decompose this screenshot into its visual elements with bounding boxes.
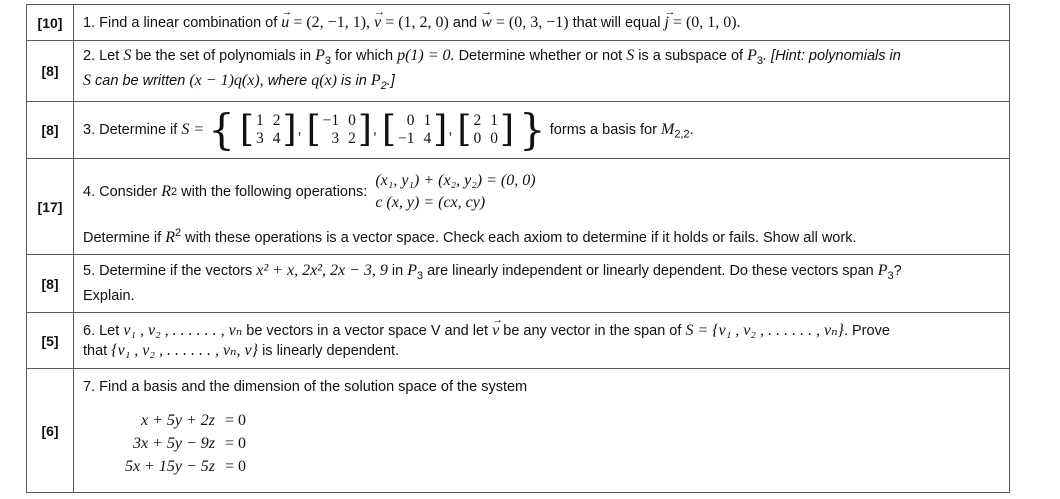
question-text: 4. Consider R 2 with the following operations: (x₁, y₁) + (x₂, y₂) = (0, 0) c (x, y) = (cx, cy) Determine if $R^2$ with these operations is a vector space. Check each axiom to determine if it holds or fails. Show all work. bbox=[74, 159, 1010, 255]
points-cell: [8] bbox=[27, 41, 74, 102]
question-row-3 bbox=[27, 102, 1010, 159]
questions-table bbox=[26, 4, 1010, 493]
question-row-6 bbox=[27, 313, 1010, 369]
question-text: 1. Find a linear combination of → u = (2, −1, 1), → v = (1, 2, 0) and → w = (0, 3, −1) that will equal → j = (0, 1, 0). bbox=[74, 5, 1010, 41]
left-brace: { bbox=[208, 105, 235, 154]
matrix: [ 2 1 0 0 ] bbox=[457, 109, 514, 150]
points-cell: [8] bbox=[27, 102, 74, 159]
points-cell: [6] bbox=[27, 369, 74, 493]
question-text: 5. Determine if the vectors x² + x, 2x², 2x − 3, 9 in $P_3$ are linearly independent or linearly dependent. Do these vectors span $P_3$? Explain. bbox=[74, 255, 1010, 313]
matrix: [ 1 2 3 4 ] bbox=[239, 109, 297, 150]
question-text: 6. Let v₁ , v₂ , . . . . . . , vₙ be vectors in a vector space V and let → v be any vector in the span of S = {v₁ , v₂ , . . . . . . , vₙ}. Prove that {v₁ , v₂ , . . . . . . , vₙ, v} is linearly dependent. bbox=[74, 313, 1010, 369]
question-row-4 bbox=[27, 159, 1010, 255]
question-text: 7. Find a basis and the dimension of the solution space of the system x + 5y + 2z = 0 3x + 5y − 9z = 0 5x + 15y − 5z = 0 bbox=[74, 369, 1010, 493]
question-row-1 bbox=[27, 5, 1010, 41]
operations: (x₁, y₁) + (x₂, y₂) = (0, 0) c (x, y) = (cx, cy) bbox=[375, 172, 536, 212]
question-text: 2. Let S be the set of polynomials in $P_3$ for which p(1) = 0. Determine whether or not S is a subspace of $P_3$. [Hint: polynomials in S can be written (x − 1)q(x), where q(x) is in $P_2$.] bbox=[74, 41, 1010, 102]
points-cell: [17] bbox=[27, 159, 74, 255]
points-cell: [10] bbox=[27, 5, 74, 41]
points-cell: [8] bbox=[27, 255, 74, 313]
matrix: [ −1 0 3 2 ] bbox=[306, 109, 372, 150]
question-text: 3. Determine if S = { [ 1 2 3 4 ] , [ −1 0 3 2 ] , [ 0 1 −1 4 ] , [ 2 1 0 0 ] } forms a basis for $M_{2,2}$. bbox=[74, 102, 1010, 159]
matrix: [ 0 1 −1 4 ] bbox=[381, 109, 448, 150]
right-brace: } bbox=[519, 105, 546, 154]
question-row-7 bbox=[27, 369, 1010, 493]
points-cell: [5] bbox=[27, 313, 74, 369]
question-row-5 bbox=[27, 255, 1010, 313]
question-row-2 bbox=[27, 41, 1010, 102]
equation-system: x + 5y + 2z = 0 3x + 5y − 9z = 0 5x + 15y − 5z = 0 bbox=[124, 412, 247, 475]
